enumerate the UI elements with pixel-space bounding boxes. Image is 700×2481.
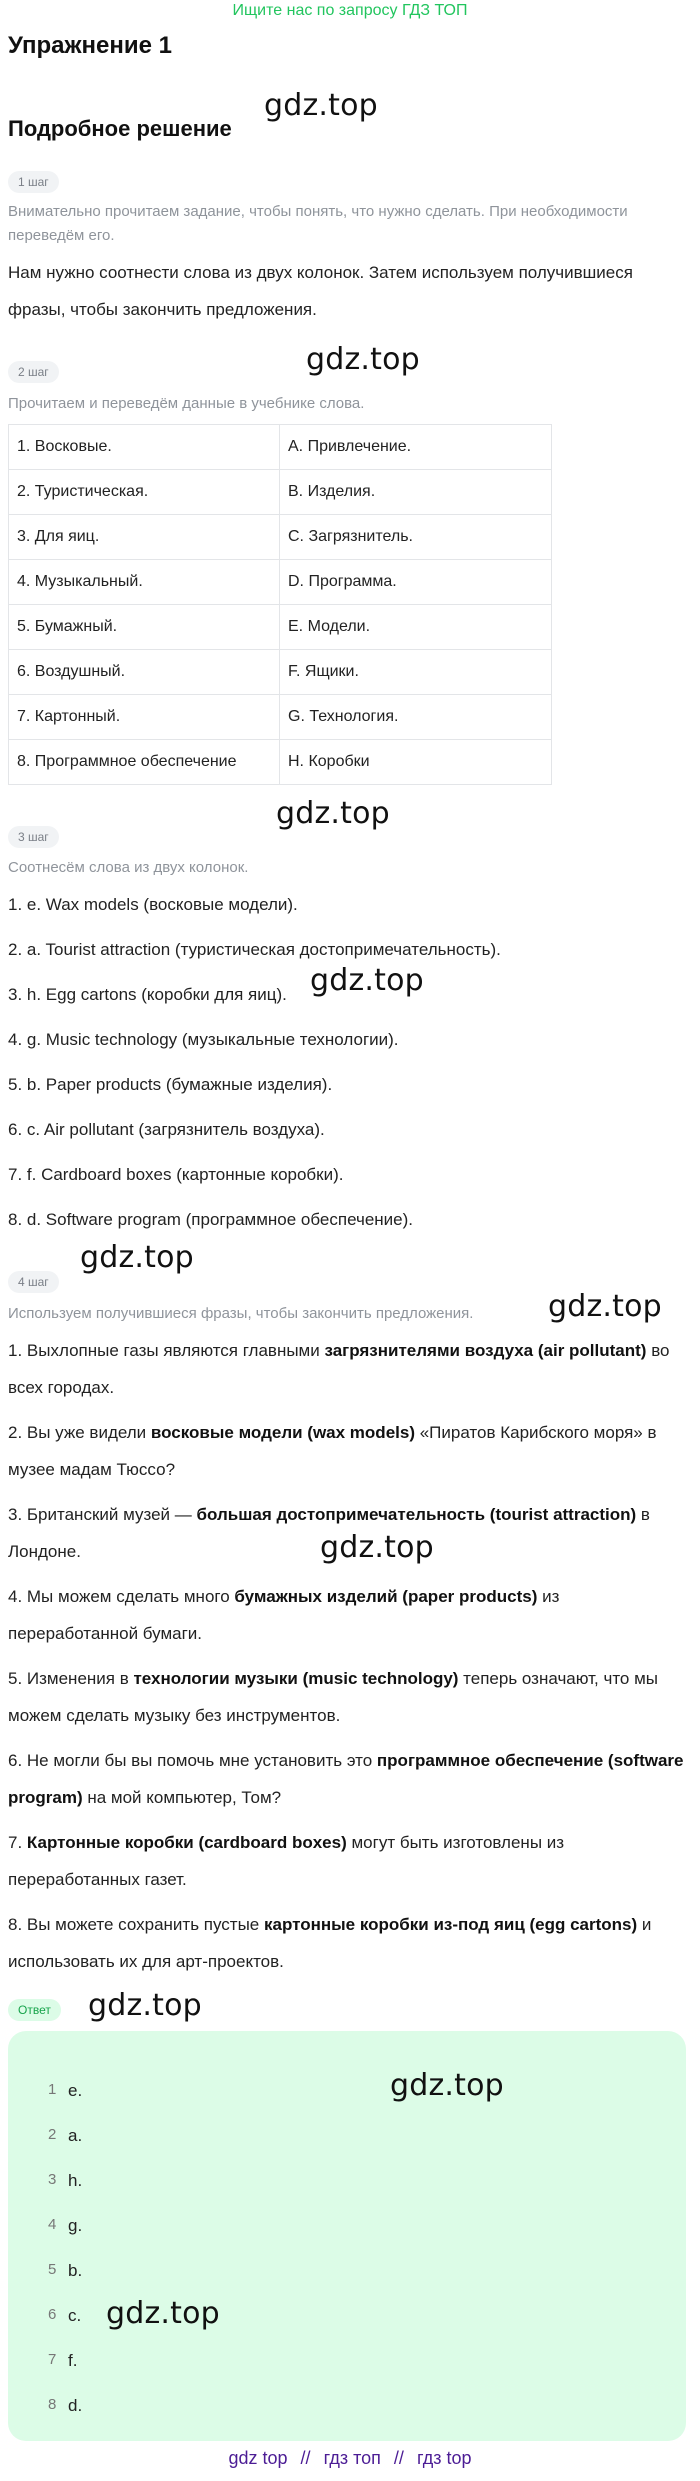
match-item: 5. b. Paper products (бумажные изделия). [8,1075,333,1094]
step-badge: 2 шаг [8,361,59,383]
match-item: 6. c. Air pollutant (загрязнитель воздуха). [8,1120,325,1139]
match-item: 4. g. Music technology (музыкальные технологии). [8,1030,399,1049]
table-cell: 5. Бумажный. [9,605,280,650]
search-banner[interactable]: Ищите нас по запросу ГДЗ ТОП [232,2,468,19]
answer-item: 4 g. [48,2216,83,2235]
watermark: gdz.top [310,963,424,998]
sentence: 6. Не могли бы вы помочь мне установить это программное обеспечение (software program) на мой компьютер, Том? [8,1751,684,1807]
table-cell: G. Технология. [280,695,552,740]
answer-item: 5 b. [48,2261,83,2280]
sentence: 5. Изменения в технологии музыки (music technology) теперь означают, что мы можем сделать музыку без инструментов. [8,1669,659,1725]
footer-separator: // [300,2448,311,2468]
table-cell: 1. Восковые. [9,425,280,470]
table-cell: 4. Музыкальный. [9,560,280,605]
watermark: gdz.top [106,2296,220,2331]
answer-item: 3 h. [48,2171,83,2190]
sentence: 4. Мы можем сделать много бумажных изделий (paper products) из переработанной бумаги. [8,1587,560,1643]
sentence: 7. Картонные коробки (cardboard boxes) могут быть изготовлены из переработанных газет. [8,1833,565,1889]
sentence: 1. Выхлопные газы являются главными загрязнителями воздуха (air pollutant) во всех городах. [8,1341,670,1397]
table-cell: F. Ящики. [280,650,552,695]
step-badge: 3 шаг [8,826,59,848]
watermark: gdz.top [306,342,420,377]
table-cell: 2. Туристическая. [9,470,280,515]
answer-badge: Ответ [8,1999,61,2021]
step-note: Внимательно прочитаем задание, чтобы понять, что нужно сделать. При необходимости переведём его. [8,203,628,244]
match-item: 2. a. Tourist attraction (туристическая достопримечательность). [8,940,501,959]
page-title: Упражнение 1 [8,32,172,59]
sentence: 3. Британский музей — большая достопримечательность (tourist attraction) в Лондоне. [8,1505,650,1561]
answer-item: 7 f. [48,2351,78,2370]
table-cell: A. Привлечение. [280,425,552,470]
match-item: 8. d. Software program (программное обеспечение). [8,1210,414,1229]
section-title: Подробное решение [8,116,232,141]
table-row [9,605,552,650]
step-text: Нам нужно соотнести слова из двух колонок. Затем используем получившиеся фразы, чтобы закончить предложения. [8,263,633,319]
table-cell: D. Программа. [280,560,552,605]
footer-link[interactable]: гдз топ [323,2448,381,2468]
watermark: gdz.top [80,1240,194,1275]
watermark: gdz.top [88,1988,202,2023]
watermark: gdz.top [276,796,390,831]
table-cell: B. Изделия. [280,470,552,515]
match-item: 1. e. Wax models (восковые модели). [8,895,298,914]
match-item: 3. h. Egg cartons (коробки для яиц). [8,985,287,1004]
table-row [9,560,552,605]
words-table [8,424,552,785]
answer-item: 8 d. [48,2396,83,2415]
answer-box [8,2031,686,2441]
footer-link[interactable]: gdz top [228,2448,288,2468]
sentence: 2. Вы уже видели восковые модели (wax models) «Пиратов Карибского моря» в музее мадам Тюссо? [8,1423,657,1479]
table-row [9,425,552,470]
table-row [9,695,552,740]
watermark: gdz.top [320,1530,434,1565]
table-cell: E. Модели. [280,605,552,650]
footer-link[interactable]: гдз top [416,2448,472,2468]
table-cell: C. Загрязнитель. [280,515,552,560]
answer-item: 1 e. [48,2081,83,2100]
answer-item: 2 a. [48,2126,83,2145]
step-note: Прочитаем и переведём данные в учебнике слова. [8,395,365,412]
step-note: Используем получившиеся фразы, чтобы закончить предложения. [8,1305,474,1322]
table-row [9,740,552,785]
watermark: gdz.top [548,1289,662,1324]
footer-links [0,2448,700,2469]
table-cell: 8. Программное обеспечение [9,740,280,785]
step-badge: 4 шаг [8,1271,59,1293]
table-cell: H. Коробки [280,740,552,785]
table-cell: 6. Воздушный. [9,650,280,695]
watermark: gdz.top [390,2068,504,2103]
sentence: 8. Вы можете сохранить пустые картонные коробки из-под яиц (egg cartons) и использовать их для арт-проектов. [8,1915,652,1971]
table-row [9,650,552,695]
step-badge: 1 шаг [8,171,59,193]
table-row [9,470,552,515]
match-item: 7. f. Cardboard boxes (картонные коробки). [8,1165,344,1184]
table-cell: 3. Для яиц. [9,515,280,560]
table-cell: 7. Картонный. [9,695,280,740]
watermark: gdz.top [264,88,378,123]
step-note: Соотнесём слова из двух колонок. [8,859,249,876]
table-row [9,515,552,560]
footer-separator: // [393,2448,404,2468]
answer-item: 6 c. [48,2306,82,2325]
